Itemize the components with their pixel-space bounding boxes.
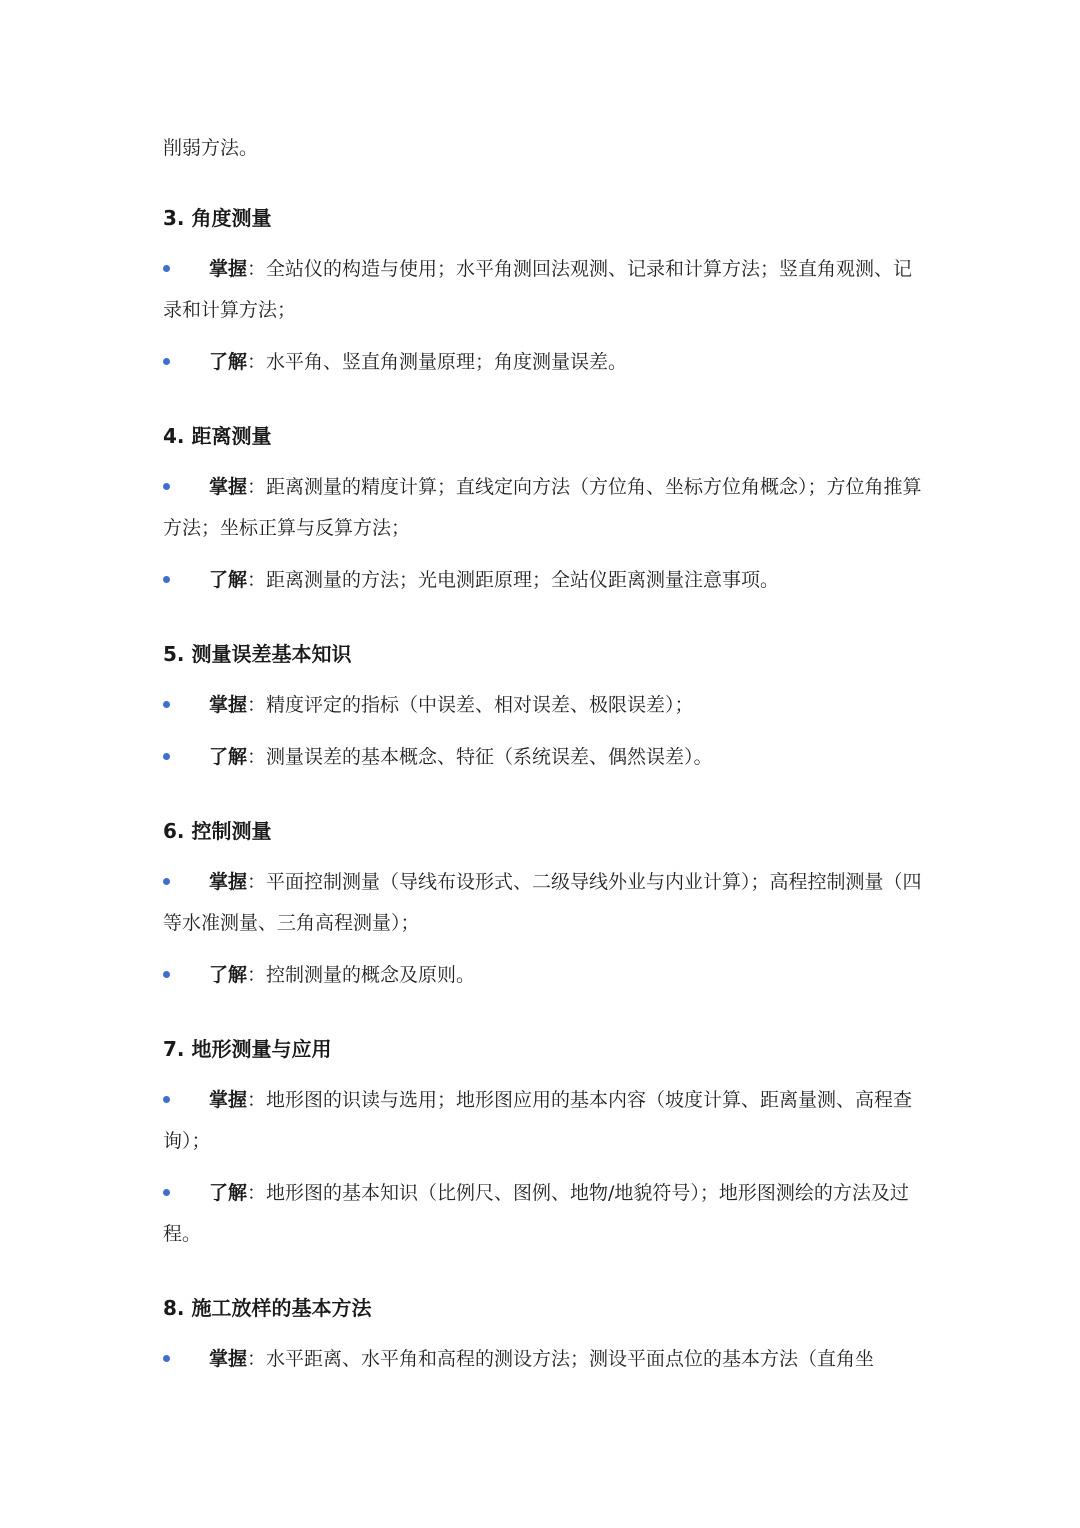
bullet-list — [163, 685, 923, 778]
list-item — [163, 1339, 923, 1380]
item-text: ：地形图的识读与选用；地形图应用的基本内容（坡度计算、距离量测、高程查询）； — [163, 1089, 913, 1152]
item-term: 了解 — [209, 1182, 248, 1204]
item-text: ：距离测量的精度计算；直线定向方法（方位角、坐标方位角概念）；方位角推算方法；坐标正算与反算方法； — [163, 476, 922, 539]
list-item — [163, 862, 923, 944]
bullet-dot-icon — [163, 971, 170, 978]
item-term: 了解 — [209, 746, 248, 768]
list-item — [163, 467, 923, 549]
item-term: 了解 — [209, 569, 248, 591]
bullet-dot-icon — [163, 1189, 170, 1196]
bullet-dot-icon — [163, 483, 170, 490]
bullet-list — [163, 862, 923, 996]
section-title: 3. 角度测量 — [163, 206, 272, 230]
item-text: ：水平角、竖直角测量原理；角度测量误差。 — [247, 351, 628, 373]
item-term: 掌握 — [209, 1089, 248, 1111]
list-item — [163, 685, 923, 726]
list-item — [163, 249, 923, 331]
section-title: 4. 距离测量 — [163, 424, 272, 448]
item-text: ：全站仪的构造与使用；水平角测回法观测、记录和计算方法；竖直角观测、记录和计算方法； — [163, 258, 913, 321]
bullet-list — [163, 1339, 923, 1380]
item-term: 了解 — [209, 964, 248, 986]
item-text: ：地形图的基本知识（比例尺、图例、地物/地貌符号）；地形图测绘的方法及过程。 — [163, 1182, 909, 1245]
bullet-dot-icon — [163, 753, 170, 760]
section-title: 5. 测量误差基本知识 — [163, 642, 352, 666]
bullet-dot-icon — [163, 358, 170, 365]
bullet-dot-icon — [163, 878, 170, 885]
list-item — [163, 560, 923, 601]
item-term: 掌握 — [209, 476, 248, 498]
item-text: ：平面控制测量（导线布设形式、二级导线外业与内业计算）；高程控制测量（四等水准测量、三角高程测量）； — [163, 871, 922, 934]
list-item — [163, 955, 923, 996]
item-term: 了解 — [209, 351, 248, 373]
bullet-dot-icon — [163, 265, 170, 272]
item-text: ：距离测量的方法；光电测距原理；全站仪距离测量注意事项。 — [247, 569, 780, 591]
document-page — [163, 128, 923, 1380]
bullet-dot-icon — [163, 576, 170, 583]
list-item — [163, 1173, 923, 1255]
section-title: 8. 施工放样的基本方法 — [163, 1296, 372, 1320]
item-text: ：控制测量的概念及原则。 — [247, 964, 476, 986]
item-term: 掌握 — [209, 258, 248, 280]
item-text: ：测量误差的基本概念、特征（系统误差、偶然误差）。 — [247, 746, 713, 768]
bullet-list — [163, 467, 923, 601]
bullet-dot-icon — [163, 1096, 170, 1103]
bullet-list — [163, 249, 923, 383]
continuation-text: 削弱方法。 — [163, 137, 259, 159]
list-item — [163, 1080, 923, 1162]
sections-container — [163, 201, 923, 1380]
list-item — [163, 737, 923, 778]
list-item — [163, 342, 923, 383]
bullet-dot-icon — [163, 701, 170, 708]
item-text: ：水平距离、水平角和高程的测设方法；测设平面点位的基本方法（直角坐 — [247, 1348, 875, 1370]
item-term: 掌握 — [209, 871, 248, 893]
bullet-list — [163, 1080, 923, 1255]
item-term: 掌握 — [209, 694, 248, 716]
item-term: 掌握 — [209, 1348, 248, 1370]
item-text: ：精度评定的指标（中误差、相对误差、极限误差）； — [247, 694, 694, 716]
section-title: 7. 地形测量与应用 — [163, 1037, 332, 1061]
section-title: 6. 控制测量 — [163, 819, 272, 843]
bullet-dot-icon — [163, 1355, 170, 1362]
